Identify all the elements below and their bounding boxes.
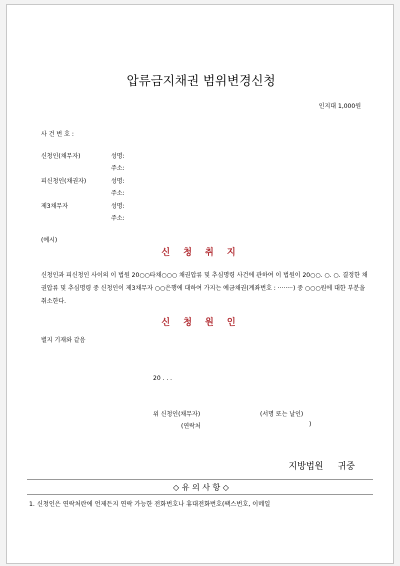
applicant-role: 신청인(채무자) — [41, 153, 81, 160]
applicant-address-label: 주소: — [111, 165, 125, 172]
notes-top-rule — [27, 479, 373, 480]
stamp-fee: 인지대 1,000원 — [318, 103, 361, 110]
third-debtor-name-label: 성명: — [111, 203, 125, 210]
third-debtor-role: 제3채무자 — [41, 203, 69, 210]
case-number-label: 사 건 번 호 : — [41, 131, 74, 138]
third-debtor-address-label: 주소: — [111, 215, 125, 222]
notes-title: ◇ 유 의 사 항 ◇ — [173, 483, 229, 492]
purpose-heading: 신 청 취 지 — [161, 248, 241, 258]
notes-bottom-rule — [27, 494, 373, 495]
reason-text: 별지 기재와 같음 — [41, 337, 86, 344]
respondent-role: 피신청인(채권자) — [41, 178, 87, 185]
respondent-address-label: 주소: — [111, 190, 125, 197]
contact-close: ) — [309, 421, 312, 428]
note-item: 1. 신청인은 연락처란에 언제든지 연락 가능한 전화번호나 휴대전화번호(팩스번호, 이메일 — [29, 501, 271, 508]
signer-label: 위 신청인(채무자) — [153, 411, 201, 418]
contact-label: (연락처 — [181, 423, 201, 430]
document-page — [6, 4, 394, 564]
signature-label: (서명 또는 날인) — [260, 411, 304, 418]
respondent-name-label: 성명: — [111, 178, 125, 185]
reason-heading: 신 청 원 인 — [161, 318, 241, 328]
court-name: 지방법원 귀중 — [288, 462, 355, 472]
applicant-name-label: 성명: — [111, 153, 125, 160]
purpose-text: 신청인과 피신청인 사이의 이 법원 20○○타채○○○ 채권압류 및 추심명령 사건에 관하여 이 법원이 20○○. ○. ○. 결정한 채권압류 및 추심명령 중 신청인이 제3채무자 ○○은행에 대하여 가지는 예금채권(계좌번호 : ········) 중 ○○○원에 대한 부분을 취소한다. — [41, 272, 368, 305]
date-line: 20 . . . — [153, 375, 173, 382]
document-title: 압류금지채권 범위변경신청 — [126, 73, 276, 88]
example-label: (예시) — [41, 237, 58, 244]
